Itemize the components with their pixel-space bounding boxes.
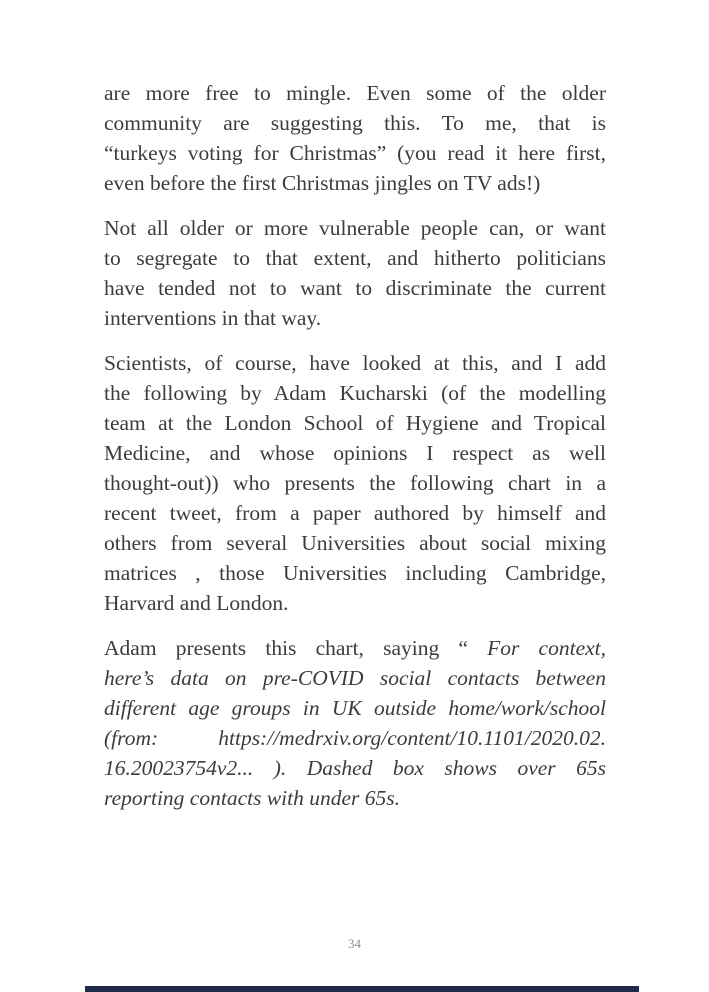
- text-segment: Harvard and London.: [104, 591, 289, 615]
- text-segment: Not all older or more vulnerable people can, or want: [104, 216, 606, 240]
- text-segment: Scientists, of course, have looked at this, and I add: [104, 351, 606, 375]
- text-line: [104, 693, 606, 723]
- text-line: [104, 168, 606, 198]
- text-line: [104, 723, 606, 753]
- next-page-image-peek: [85, 986, 639, 992]
- text-line: [104, 243, 606, 273]
- text-line: [104, 213, 606, 243]
- page-text-block: [104, 78, 606, 828]
- text-line: [104, 108, 606, 138]
- text-segment: others from several Universities about social mixing: [104, 531, 606, 555]
- text-segment: are more free to mingle. Even some of the older: [104, 81, 606, 105]
- text-segment: interventions in that way.: [104, 306, 322, 330]
- text-line: [104, 303, 606, 333]
- text-segment: community are suggesting this. To me, that is: [104, 111, 606, 135]
- italic-text-segment: For context,: [487, 636, 606, 660]
- text-segment: even before the first Christmas jingles on TV ads!): [104, 171, 541, 195]
- text-segment: team at the London School of Hygiene and Tropical: [104, 411, 606, 435]
- italic-text-segment: different age groups in UK outside home/work/school: [104, 696, 606, 720]
- text-segment: Medicine, and whose opinions I respect as well: [104, 441, 606, 465]
- text-line: [104, 783, 606, 813]
- text-line: [104, 408, 606, 438]
- italic-text-segment: here’s data on pre-COVID social contacts between: [104, 666, 606, 690]
- text-line: [104, 78, 606, 108]
- text-line: [104, 663, 606, 693]
- paragraph-adam-quote: [104, 633, 606, 813]
- text-line: [104, 348, 606, 378]
- paragraph-mingle: [104, 78, 606, 198]
- text-segment: matrices , those Universities including Cambridge,: [104, 561, 606, 585]
- page-number: 34: [348, 936, 361, 951]
- text-segment: to segregate to that extent, and hitherto politicians: [104, 246, 606, 270]
- text-segment: thought-out)) who presents the following chart in a: [104, 471, 606, 495]
- paragraph-not-all-older: [104, 213, 606, 333]
- text-line: [104, 138, 606, 168]
- text-line: [104, 753, 606, 783]
- text-line: [104, 378, 606, 408]
- italic-text-segment: 16.20023754v2... ). Dashed box shows over 65s: [104, 756, 606, 780]
- text-line: [104, 273, 606, 303]
- text-line: [104, 633, 606, 663]
- text-line: [104, 468, 606, 498]
- text-segment: have tended not to want to discriminate the current: [104, 276, 606, 300]
- text-line: [104, 558, 606, 588]
- text-segment: the following by Adam Kucharski (of the modelling: [104, 381, 606, 405]
- text-segment: Adam presents this chart, saying “: [104, 636, 488, 660]
- text-segment: recent tweet, from a paper authored by himself and: [104, 501, 606, 525]
- text-line: [104, 498, 606, 528]
- italic-text-segment: (from: https://medrxiv.org/content/10.1101/2020.02.: [104, 726, 606, 750]
- text-line: [104, 588, 606, 618]
- text-line: [104, 438, 606, 468]
- paragraph-scientists: [104, 348, 606, 618]
- text-segment: “turkeys voting for Christmas” (you read it here first,: [104, 141, 606, 165]
- italic-text-segment: reporting contacts with under 65s.: [104, 786, 401, 810]
- text-line: [104, 528, 606, 558]
